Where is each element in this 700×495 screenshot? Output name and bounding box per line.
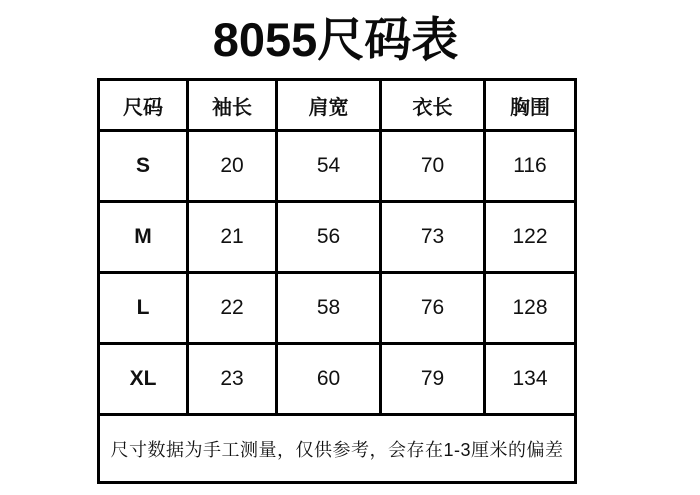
value-cell: 54: [277, 131, 381, 202]
value-cell: 58: [277, 273, 381, 344]
size-table: [97, 78, 577, 484]
value-cell: 60: [277, 344, 381, 415]
value-cell: 73: [381, 202, 485, 273]
value-cell: 22: [188, 273, 277, 344]
size-cell: XL: [99, 344, 188, 415]
value-cell: 76: [381, 273, 485, 344]
value-cell: 20: [188, 131, 277, 202]
value-cell: 116: [485, 131, 576, 202]
value-cell: 23: [188, 344, 277, 415]
size-cell: L: [99, 273, 188, 344]
value-cell: 122: [485, 202, 576, 273]
value-cell: 128: [485, 273, 576, 344]
size-cell: S: [99, 131, 188, 202]
header-row: [99, 80, 576, 131]
size-cell: M: [99, 202, 188, 273]
header-cell-garment-length: 衣长: [381, 80, 485, 131]
page-title: 8055尺码表: [212, 13, 459, 66]
value-cell: 56: [277, 202, 381, 273]
header-cell-bust: 胸围: [485, 80, 576, 131]
table-row-xl: [99, 344, 576, 415]
header-cell-sleeve-length: 袖长: [188, 80, 277, 131]
value-cell: 134: [485, 344, 576, 415]
table-row-l: [99, 273, 576, 344]
note-row: [99, 415, 576, 483]
table-row-s: [99, 131, 576, 202]
value-cell: 70: [381, 131, 485, 202]
header-cell-size: 尺码: [99, 80, 188, 131]
header-cell-shoulder-width: 肩宽: [277, 80, 381, 131]
measurement-note: 尺寸数据为手工测量，仅供参考，会存在1-3厘米的偏差: [99, 415, 576, 483]
table-row-m: [99, 202, 576, 273]
value-cell: 79: [381, 344, 485, 415]
value-cell: 21: [188, 202, 277, 273]
